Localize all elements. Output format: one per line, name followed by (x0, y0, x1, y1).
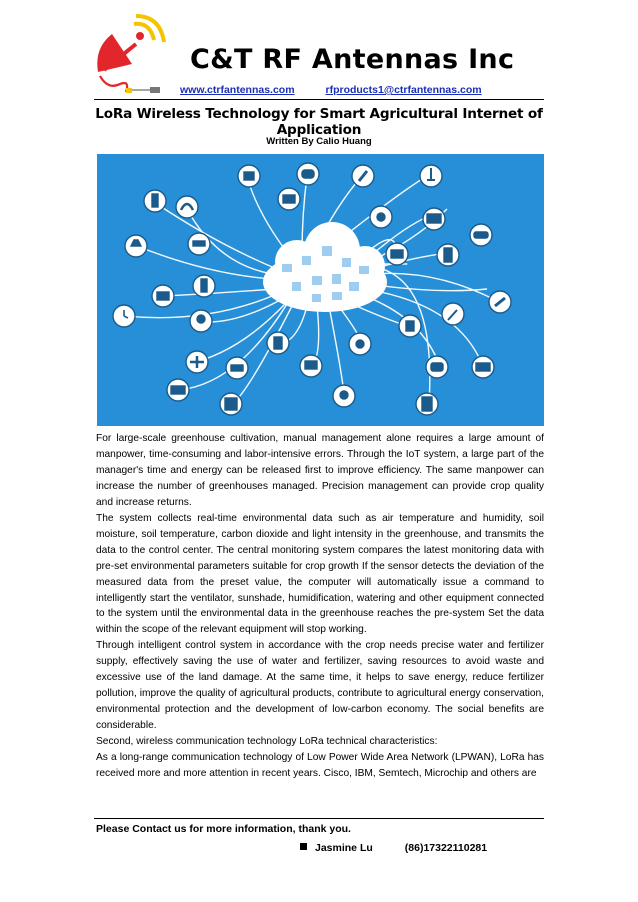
game-controller-icon (297, 163, 319, 185)
company-name: C&T RF Antennas Inc (190, 44, 515, 75)
header-divider (94, 99, 544, 100)
airplane-icon (186, 351, 208, 373)
mower-icon (226, 357, 248, 379)
footer-divider (94, 818, 544, 819)
smartwatch-icon (489, 291, 511, 313)
company-logo (90, 14, 170, 96)
fan-icon (220, 393, 242, 415)
watch-icon (399, 315, 421, 337)
website-link[interactable]: www.ctrfantennas.com (180, 84, 295, 96)
contact-name: Jasmine Lu (315, 842, 373, 854)
drill-icon (188, 233, 210, 255)
printer-icon (278, 188, 300, 210)
cloud-icon (263, 222, 387, 312)
clock-icon (113, 305, 135, 327)
article-author: Written By Calio Huang (266, 136, 372, 147)
laptop-icon (472, 356, 494, 378)
camera-icon (238, 165, 260, 187)
tv-icon (423, 208, 445, 230)
webcam-icon (333, 385, 355, 407)
phone-icon (193, 275, 215, 297)
car-icon (470, 224, 492, 246)
article-title: LoRa Wireless Technology for Smart Agricultural Internet of Application (95, 106, 543, 138)
bottle-icon (144, 190, 166, 212)
telephone-icon (426, 356, 448, 378)
fridge-icon (437, 244, 459, 266)
paragraph: Through intelligent control system in accordance with the crop needs precise water and fertilizer supply, effectively saving the use of water and fertilizer, saving resources to avoid waste and excessive use of the land damage. At the same time, it helps to save energy, reduce fertilizer pollution, improve the quality of agricultural products, contribute to agricultural energy conservation, environmental protection and the development of low-carbon economy. The social benefits are considerable. (96, 640, 544, 732)
contact-line (300, 842, 487, 854)
paragraph: As a long-range communication technology of Low Power Wide Area Network (LPWAN), LoRa has received more and more attention in recent years. Cisco, IBM, Semtech, Microchip and others are (96, 752, 544, 780)
header-links (180, 84, 510, 96)
speaker-icon (267, 332, 289, 354)
bullet-icon (300, 843, 307, 850)
lamp-icon (420, 165, 442, 187)
footer-note: Please Contact us for more information, thank you. (96, 823, 351, 835)
iot-network-graphic (97, 154, 544, 426)
camera-photo-icon (152, 285, 174, 307)
desk-lamp-icon (442, 303, 464, 325)
radio-icon (386, 243, 408, 265)
article-body (96, 431, 544, 782)
email-link[interactable]: rfproducts1@ctrfantennas.com (325, 84, 482, 96)
iot-illustration (97, 154, 544, 426)
washer-icon (370, 206, 392, 228)
paragraph: Second, wireless communication technology LoRa technical characteristics: (96, 736, 438, 748)
microwave-icon (167, 379, 189, 401)
microphone-icon (352, 165, 374, 187)
headphones-icon (176, 196, 198, 218)
desktop-icon (300, 355, 322, 377)
phone-speaker-icon (349, 333, 371, 355)
contact-phone: (86)17322110281 (404, 842, 488, 854)
lamp-shade-icon (125, 235, 147, 257)
bulb-icon (190, 310, 212, 332)
tablet-icon (416, 393, 438, 415)
paragraph: The system collects real-time environmental data such as air temperature and humidity, soil moisture, soil temperature, carbon dioxide and light intensity in the greenhouse, and transmits the data to the control center. The central monitoring system compares the latest monitoring data with pre-set environmental parameters suitable for crop growth If the sensor detects the deviation of the measured data from the preset value, the computer will automatically issue a command to intelligently start the ventilator, sunshade, humidification, watering and other equipment connected to the system until the environmental data in the greenhouse reaches the pre-system Set the data within the scope of the relevant equipment will stop working. (96, 512, 544, 636)
paragraph: For large-scale greenhouse cultivation, manual management alone requires a large amount of manpower, time-consuming and labor-intensive errors. Through the IoT system, a large part of the manager's time and energy can be released first to improve efficiency. The same manpower can increase the number of greenhouses managed. Precision management can provide crop quality and increase returns. (96, 433, 544, 508)
